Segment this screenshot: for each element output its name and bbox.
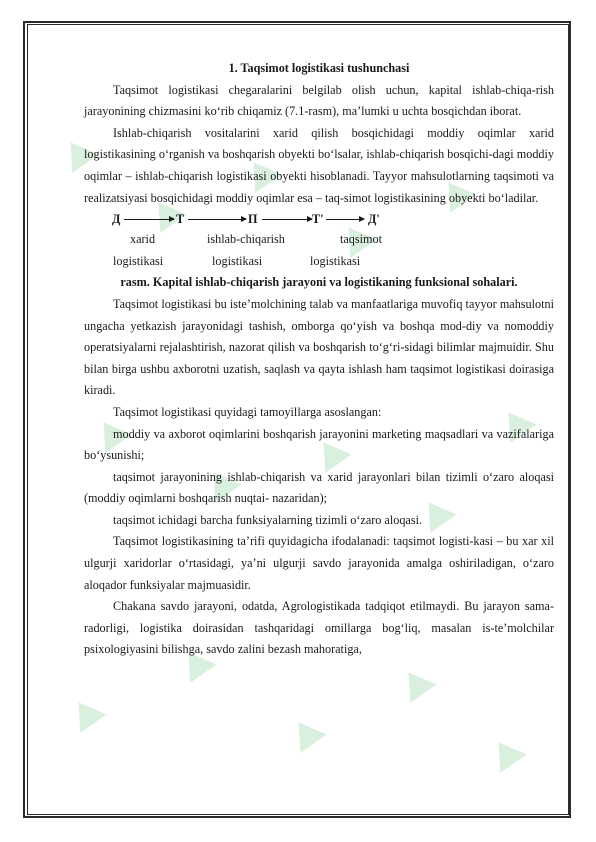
paragraph: Taqsimot logistikasining ta’rifi quyidagicha ifodalanadi: taqsimot logisti-kasi – bu xar xil ulgurji xaridorlar o‘rtasidagi, ya’ni ulgurji savdo jarayonida amalga oshiriladigan, o‘zaro aloqador funksiyalar majmuasidir. (84, 534, 554, 592)
diagram-label: taqsimot (340, 232, 382, 247)
diagram-node: П (248, 212, 258, 227)
diagram-label: logistikasi (310, 253, 361, 268)
paragraph: Taqsimot logistikasi quyidagi tamoyillarga asoslangan: (113, 404, 382, 419)
diagram-label: xarid (130, 232, 156, 247)
paragraph: taqsimot jarayonining ishlab-chiqarish va xarid jarayonlari bilan tizimli o‘zaro aloqasi (moddiy oqimlarni boshqarish nuqtai- nazaridan); (84, 469, 554, 506)
paragraph: Taqsimot logistikasi bu iste’molchining talab va manfaatlariga muvofiq tayyor mahsulotni ungacha yetkazish jarayonidagi tashish, omborga qo‘yish va boshqa mod-diy va nomoddiy operatsiyalarni rejalashtirish, nazorat qilish va boshqarish to‘g‘ri-sidagi bilimlar majmuidir. Shu bilan birga ushbu axborotni uzatish, saqlash va qayta ishlash ham taqsimot logistikasi doirasiga kiradi. (84, 296, 554, 398)
paragraph: moddiy va axborot oqimlarini boshqarish jarayonini marketing maqsadlari va vazifalariga bo‘ysunishi; (84, 426, 554, 463)
diagram-node: Д' (368, 212, 380, 227)
diagram-arrow (124, 219, 174, 220)
paragraph: taqsimot ichidagi barcha funksiyalarning tizimli o‘zaro aloqasi. (113, 512, 422, 527)
diagram-labels-row (84, 229, 554, 251)
paragraph: Taqsimot logistikasi chegaralarini belgilab olish uchun, kapital ishlab-chiqa-rish jarayonining chizmasini ko‘rib chiqamiz (7.1-rasm), ma’lumki u uchta bosqichdan iborat. (84, 82, 554, 119)
diagram-label: logistikasi (212, 253, 263, 268)
diagram-node: Т (176, 212, 185, 227)
process-diagram (112, 209, 554, 229)
document-body (84, 58, 554, 661)
diagram-arrow (188, 219, 246, 220)
diagram-arrow (262, 219, 312, 220)
diagram-label: logistikasi (113, 253, 164, 268)
diagram-label: ishlab-chiqarish (207, 232, 285, 247)
figure-caption: rasm. Kapital ishlab-chiqarish jarayoni va logistikaning funksional sohalari. (120, 275, 518, 290)
diagram-arrow (326, 219, 364, 220)
diagram-node: Т' (312, 212, 324, 227)
diagram-node: Д (112, 212, 121, 227)
paragraph: Ishlab-chiqarish vositalarini xarid qilish bosqichidagi moddiy oqimlar xarid logistikasining o‘rganish va boshqarish obyekti bo‘lsalar, ishlab-chiqarish bosqichi-dagi moddiy oqimlar – ishlab-chiqarish logistikasi obyekti hisoblanadi. Tayyor mahsulotlarning taqsimoti va realizatsiyasi bosqichidagi moddiy oqimlar esa – taq-simot logistikasining obyekti bo‘ladilar. (84, 125, 554, 205)
section-title: 1. Taqsimot logistikasi tushunchasi (228, 61, 410, 75)
diagram-labels-row (84, 251, 554, 273)
paragraph: Chakana savdo jarayoni, odatda, Agrologistikada tadqiqot etilmaydi. Bu jarayon sama-radorligi, logistika doirasidan tashqaridagi omillarga bog‘liq, masalan is-te’molchilar psixologiyasini bilishga, savdo zalini bezash mahoratiga, (84, 599, 554, 657)
